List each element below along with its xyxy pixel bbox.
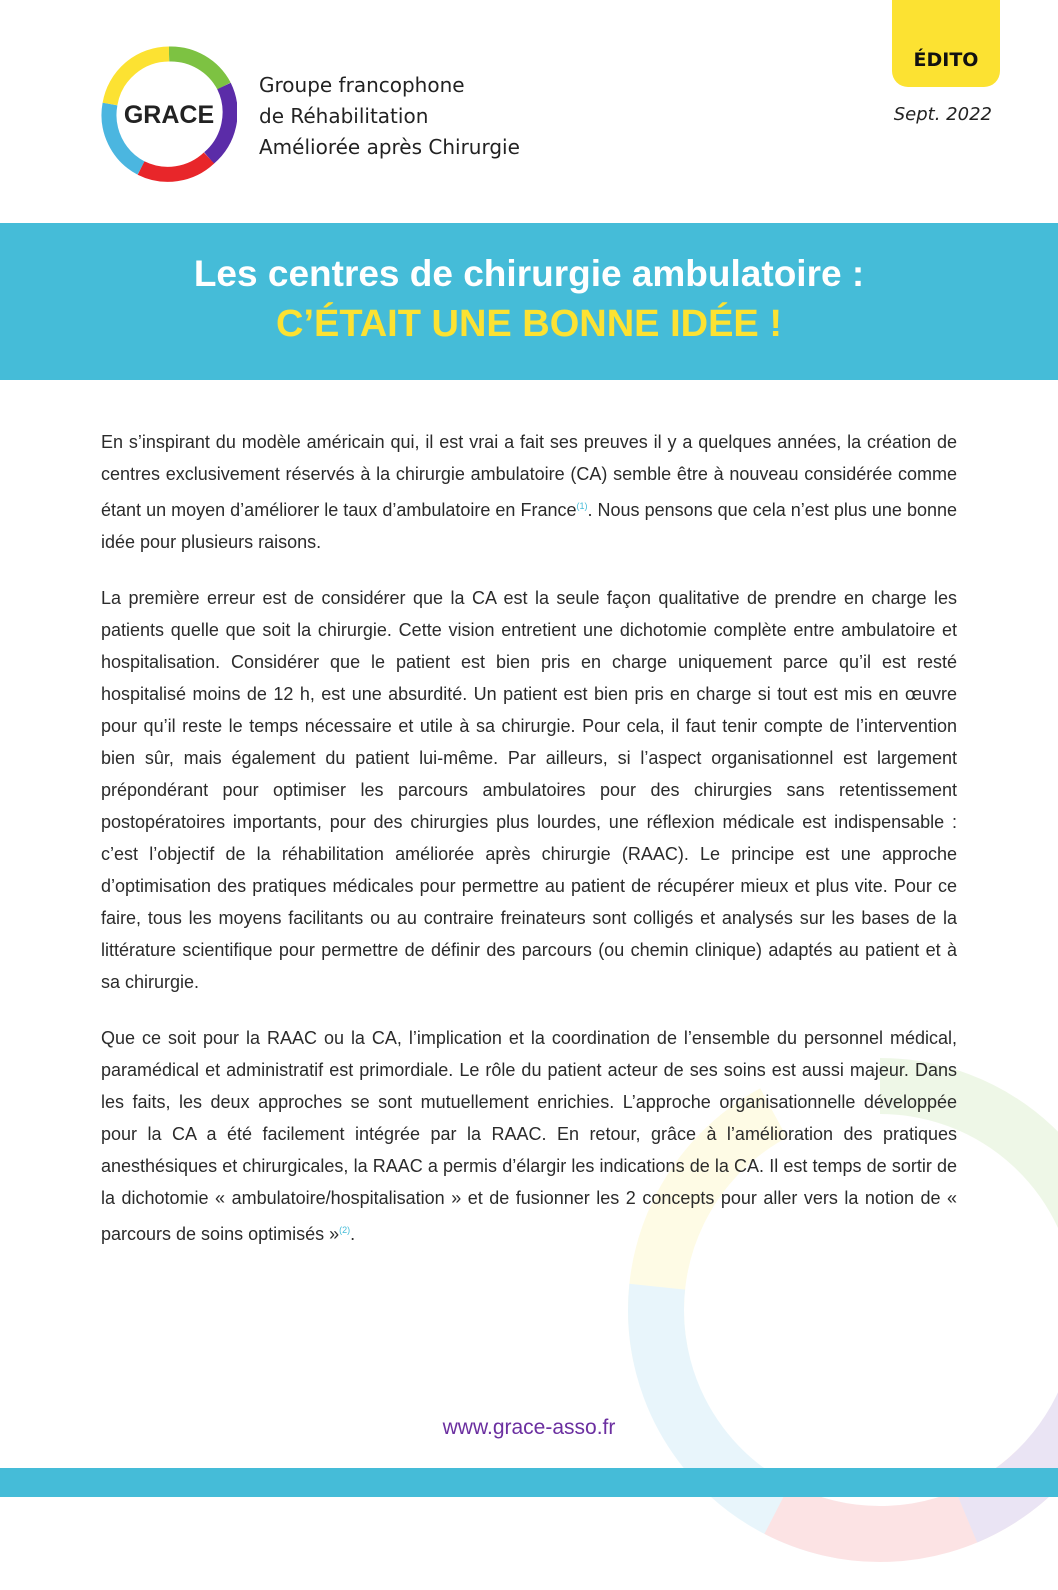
grace-logo xyxy=(101,46,237,182)
title-banner xyxy=(0,223,1058,380)
organization-name xyxy=(259,70,520,163)
article-body xyxy=(101,426,957,1274)
paragraph-1 xyxy=(101,426,957,558)
paragraph-3 xyxy=(101,1022,957,1250)
paragraph-3-tail: . xyxy=(350,1224,356,1244)
paragraph-1-text: En s’inspirant du modèle américain qui, il est vrai a fait ses preuves il y a quelques années, la création de centres exclusivement réservés à la chirurgie ambulatoire (CA) semble être à nouveau considérée comme étant un moyen d’améliorer le taux d’ambulatoire en France xyxy=(101,432,957,520)
paragraph-2: La première erreur est de considérer que la CA est la seule façon qualitative de prendre en charge les patients quelle que soit la chirurgie. Cette vision entretient une dichotomie complète entre ambulatoire et hospitalisation. Considérer que le patient est bien pris en charge uniquement parce qu’il est resté hospitalisé moins de 12 h, est une absurdité. Un patient est bien pris en charge si tout est mis en œuvre pour qu’il reste le temps nécessaire et utile à sa chirurgie. Pour cela, il faut tenir compte de l’intervention bien sûr, mais également du patient lui-même. Par ailleurs, si l’aspect organisationnel est largement prépondérant pour optimiser les parcours ambulatoires pour des chirurgies sans retentissement postopératoires importants, pour des chirurgies plus lourdes, une réflexion médicale est indispensable : c’est l’objectif de la réhabilitation améliorée après chirurgie (RAAC). Le principe est une approche d’optimisation des pratiques médicales pour permettre au patient de récupérer mieux et plus vite. Pour ce faire, tous les moyens facilitants ou au contraire freinateurs sont colligés et analysés sur les bases de la littérature scientifique pour permettre de définir des parcours (ou chemin clinique) adaptés au patient et à sa chirurgie. xyxy=(101,588,957,992)
title-line-1: Les centres de chirurgie ambulatoire : xyxy=(193,253,865,294)
footnote-ref-1[interactable]: (1) xyxy=(576,501,588,511)
website-link[interactable]: www.grace-asso.fr xyxy=(442,1416,616,1439)
edito-badge-label: ÉDITO xyxy=(913,49,979,71)
edito-badge xyxy=(892,0,1000,87)
footnote-ref-2[interactable]: (2) xyxy=(339,1225,351,1235)
title-line-2: C’ÉTAIT UNE BONNE IDÉE ! xyxy=(276,303,782,345)
publication-date: Sept. 2022 xyxy=(893,104,992,125)
org-line-2: de Réhabilitation xyxy=(259,104,429,128)
paragraph-3-text: Que ce soit pour la RAAC ou la CA, l’implication et la coordination de l’ensemble du personnel médical, paramédical et administratif est primordiale. Le rôle du patient acteur de ses soins est aussi majeur. Dans les faits, les deux approches se sont mutuellement enrichies. L’approche organisationnelle développée pour la CA a été facilement intégrée par la RAAC. En retour, grâce à l’amélioration des pratiques anesthésiques et chirurgicales, la RAAC a permis d’élargir les indications de la CA. Il est temps de sortir de la dichotomie « ambulatoire/hospitalisation » et de fusionner les 2 concepts pour aller vers la notion de « parcours de soins optimisés » xyxy=(101,1028,957,1244)
footer-bar xyxy=(0,1468,1058,1497)
org-line-3: Améliorée après Chirurgie xyxy=(259,135,520,159)
logo-ring-icon xyxy=(101,46,237,182)
logo-text: GRACE xyxy=(123,101,215,129)
paragraph-1-tail: . Nous pensons que cela n’est plus une bonne idée pour plusieurs raisons. xyxy=(101,500,957,552)
org-line-1: Groupe francophone xyxy=(259,73,465,97)
